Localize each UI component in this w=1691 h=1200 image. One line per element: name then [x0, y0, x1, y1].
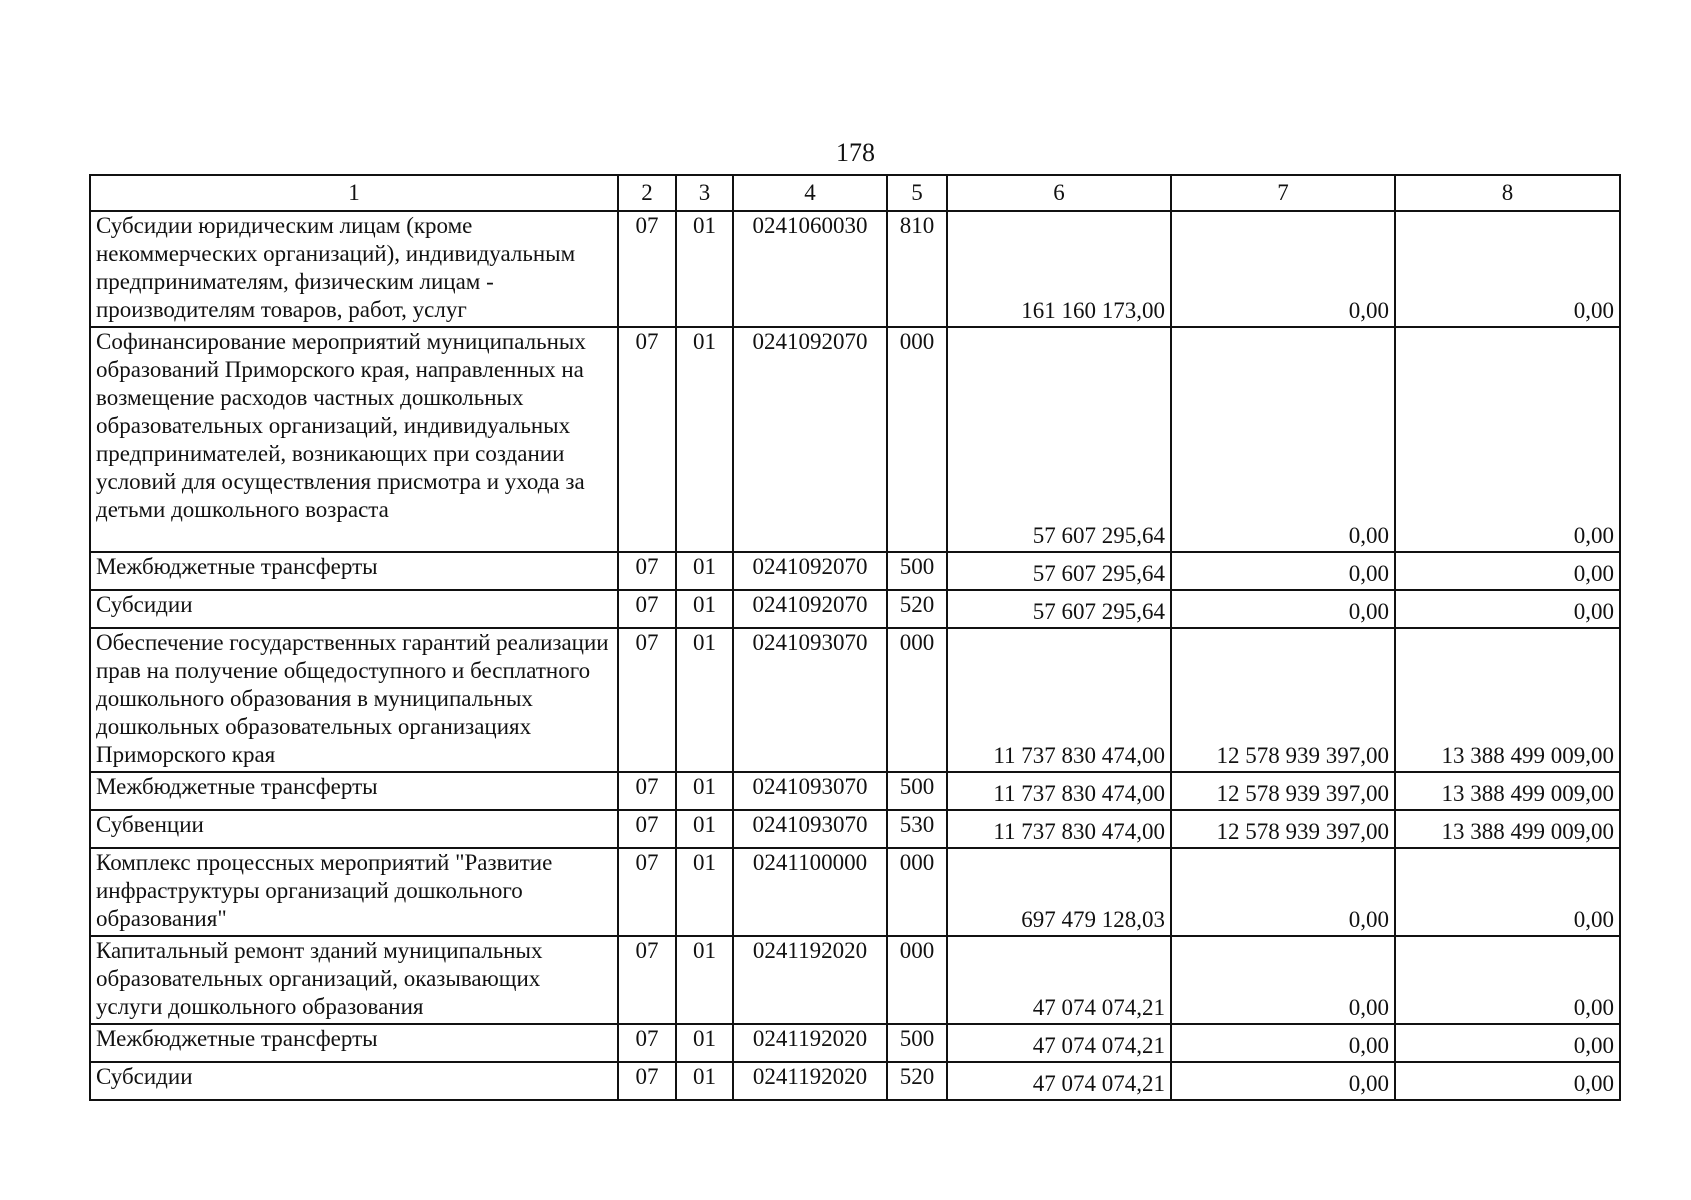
section-code: 07 [618, 772, 676, 810]
amount-col7: 0,00 [1171, 1024, 1395, 1062]
section-code: 07 [618, 327, 676, 552]
expense-type-code: 000 [887, 936, 947, 1024]
row-name: Субвенции [90, 810, 618, 848]
subsection-code: 01 [676, 936, 733, 1024]
amount-col6: 57 607 295,64 [947, 327, 1171, 552]
amount-col6: 11 737 830 474,00 [947, 810, 1171, 848]
table-header-row [90, 175, 1620, 211]
page-number: 178 [836, 138, 875, 167]
amount-col6: 697 479 128,03 [947, 848, 1171, 936]
table-body [90, 175, 1620, 1100]
section-code: 07 [618, 211, 676, 327]
target-article-code: 0241093070 [733, 628, 887, 772]
table-row [90, 590, 1620, 628]
amount-col6: 11 737 830 474,00 [947, 628, 1171, 772]
target-article-code: 0241192020 [733, 936, 887, 1024]
budget-table [89, 174, 1621, 1101]
table-row [90, 1062, 1620, 1100]
row-name: Капитальный ремонт зданий муниципальных образовательных организаций, оказывающих услуги дошкольного образования [90, 936, 618, 1024]
expense-type-code: 520 [887, 590, 947, 628]
target-article-code: 0241192020 [733, 1062, 887, 1100]
section-code: 07 [618, 1062, 676, 1100]
amount-col7: 0,00 [1171, 590, 1395, 628]
section-code: 07 [618, 1024, 676, 1062]
subsection-code: 01 [676, 552, 733, 590]
header-cell: 1 [90, 175, 618, 211]
table-row [90, 552, 1620, 590]
section-code: 07 [618, 810, 676, 848]
expense-type-code: 000 [887, 848, 947, 936]
amount-col6: 47 074 074,21 [947, 1062, 1171, 1100]
table-row [90, 772, 1620, 810]
header-cell: 8 [1395, 175, 1620, 211]
amount-col8: 0,00 [1395, 1062, 1620, 1100]
row-name: Комплекс процессных мероприятий "Развитие инфраструктуры организаций дошкольного образования" [90, 848, 618, 936]
amount-col7: 0,00 [1171, 327, 1395, 552]
amount-col8: 13 388 499 009,00 [1395, 772, 1620, 810]
expense-type-code: 500 [887, 1024, 947, 1062]
amount-col7: 12 578 939 397,00 [1171, 628, 1395, 772]
subsection-code: 01 [676, 211, 733, 327]
target-article-code: 0241060030 [733, 211, 887, 327]
expense-type-code: 000 [887, 628, 947, 772]
amount-col7: 0,00 [1171, 211, 1395, 327]
subsection-code: 01 [676, 772, 733, 810]
amount-col8: 0,00 [1395, 552, 1620, 590]
expense-type-code: 520 [887, 1062, 947, 1100]
row-name: Субсидии [90, 590, 618, 628]
table-row [90, 848, 1620, 936]
subsection-code: 01 [676, 1062, 733, 1100]
section-code: 07 [618, 936, 676, 1024]
table-row [90, 327, 1620, 552]
amount-col8: 0,00 [1395, 590, 1620, 628]
expense-type-code: 500 [887, 772, 947, 810]
header-cell: 2 [618, 175, 676, 211]
target-article-code: 0241100000 [733, 848, 887, 936]
subsection-code: 01 [676, 1024, 733, 1062]
subsection-code: 01 [676, 810, 733, 848]
header-cell: 3 [676, 175, 733, 211]
row-name: Софинансирование мероприятий муниципальных образований Приморского края, направленных на возмещение расходов частных дошкольных образовательных организаций, индивидуальных предпринимателей, возникающих при создании условий для осуществления присмотра и ухода за детьми дошкольного возраста [90, 327, 618, 552]
header-cell: 5 [887, 175, 947, 211]
subsection-code: 01 [676, 590, 733, 628]
amount-col7: 12 578 939 397,00 [1171, 772, 1395, 810]
expense-type-code: 530 [887, 810, 947, 848]
row-name: Субсидии юридическим лицам (кроме некоммерческих организаций), индивидуальным предпринимателям, физическим лицам - производителям товаров, работ, услуг [90, 211, 618, 327]
amount-col8: 0,00 [1395, 211, 1620, 327]
amount-col8: 0,00 [1395, 848, 1620, 936]
section-code: 07 [618, 628, 676, 772]
target-article-code: 0241092070 [733, 590, 887, 628]
subsection-code: 01 [676, 628, 733, 772]
section-code: 07 [618, 552, 676, 590]
amount-col8: 0,00 [1395, 327, 1620, 552]
amount-col7: 0,00 [1171, 936, 1395, 1024]
header-cell: 6 [947, 175, 1171, 211]
table-row [90, 1024, 1620, 1062]
row-name: Субсидии [90, 1062, 618, 1100]
subsection-code: 01 [676, 848, 733, 936]
row-name: Межбюджетные трансферты [90, 552, 618, 590]
header-cell: 7 [1171, 175, 1395, 211]
amount-col8: 0,00 [1395, 936, 1620, 1024]
row-name: Обеспечение государственных гарантий реализации прав на получение общедоступного и бесплатного дошкольного образования в муниципальных дошкольных образовательных организациях Приморского края [90, 628, 618, 772]
amount-col6: 47 074 074,21 [947, 936, 1171, 1024]
amount-col8: 13 388 499 009,00 [1395, 628, 1620, 772]
table-row [90, 936, 1620, 1024]
table-row [90, 211, 1620, 327]
amount-col7: 0,00 [1171, 1062, 1395, 1100]
target-article-code: 0241092070 [733, 552, 887, 590]
target-article-code: 0241092070 [733, 327, 887, 552]
target-article-code: 0241093070 [733, 772, 887, 810]
header-cell: 4 [733, 175, 887, 211]
amount-col7: 0,00 [1171, 552, 1395, 590]
amount-col7: 12 578 939 397,00 [1171, 810, 1395, 848]
amount-col6: 57 607 295,64 [947, 590, 1171, 628]
target-article-code: 0241192020 [733, 1024, 887, 1062]
subsection-code: 01 [676, 327, 733, 552]
table-row [90, 628, 1620, 772]
expense-type-code: 500 [887, 552, 947, 590]
target-article-code: 0241093070 [733, 810, 887, 848]
table-row [90, 810, 1620, 848]
row-name: Межбюджетные трансферты [90, 1024, 618, 1062]
amount-col7: 0,00 [1171, 848, 1395, 936]
row-name: Межбюджетные трансферты [90, 772, 618, 810]
section-code: 07 [618, 590, 676, 628]
amount-col8: 0,00 [1395, 1024, 1620, 1062]
section-code: 07 [618, 848, 676, 936]
amount-col6: 161 160 173,00 [947, 211, 1171, 327]
amount-col6: 47 074 074,21 [947, 1024, 1171, 1062]
amount-col8: 13 388 499 009,00 [1395, 810, 1620, 848]
amount-col6: 57 607 295,64 [947, 552, 1171, 590]
amount-col6: 11 737 830 474,00 [947, 772, 1171, 810]
expense-type-code: 810 [887, 211, 947, 327]
expense-type-code: 000 [887, 327, 947, 552]
